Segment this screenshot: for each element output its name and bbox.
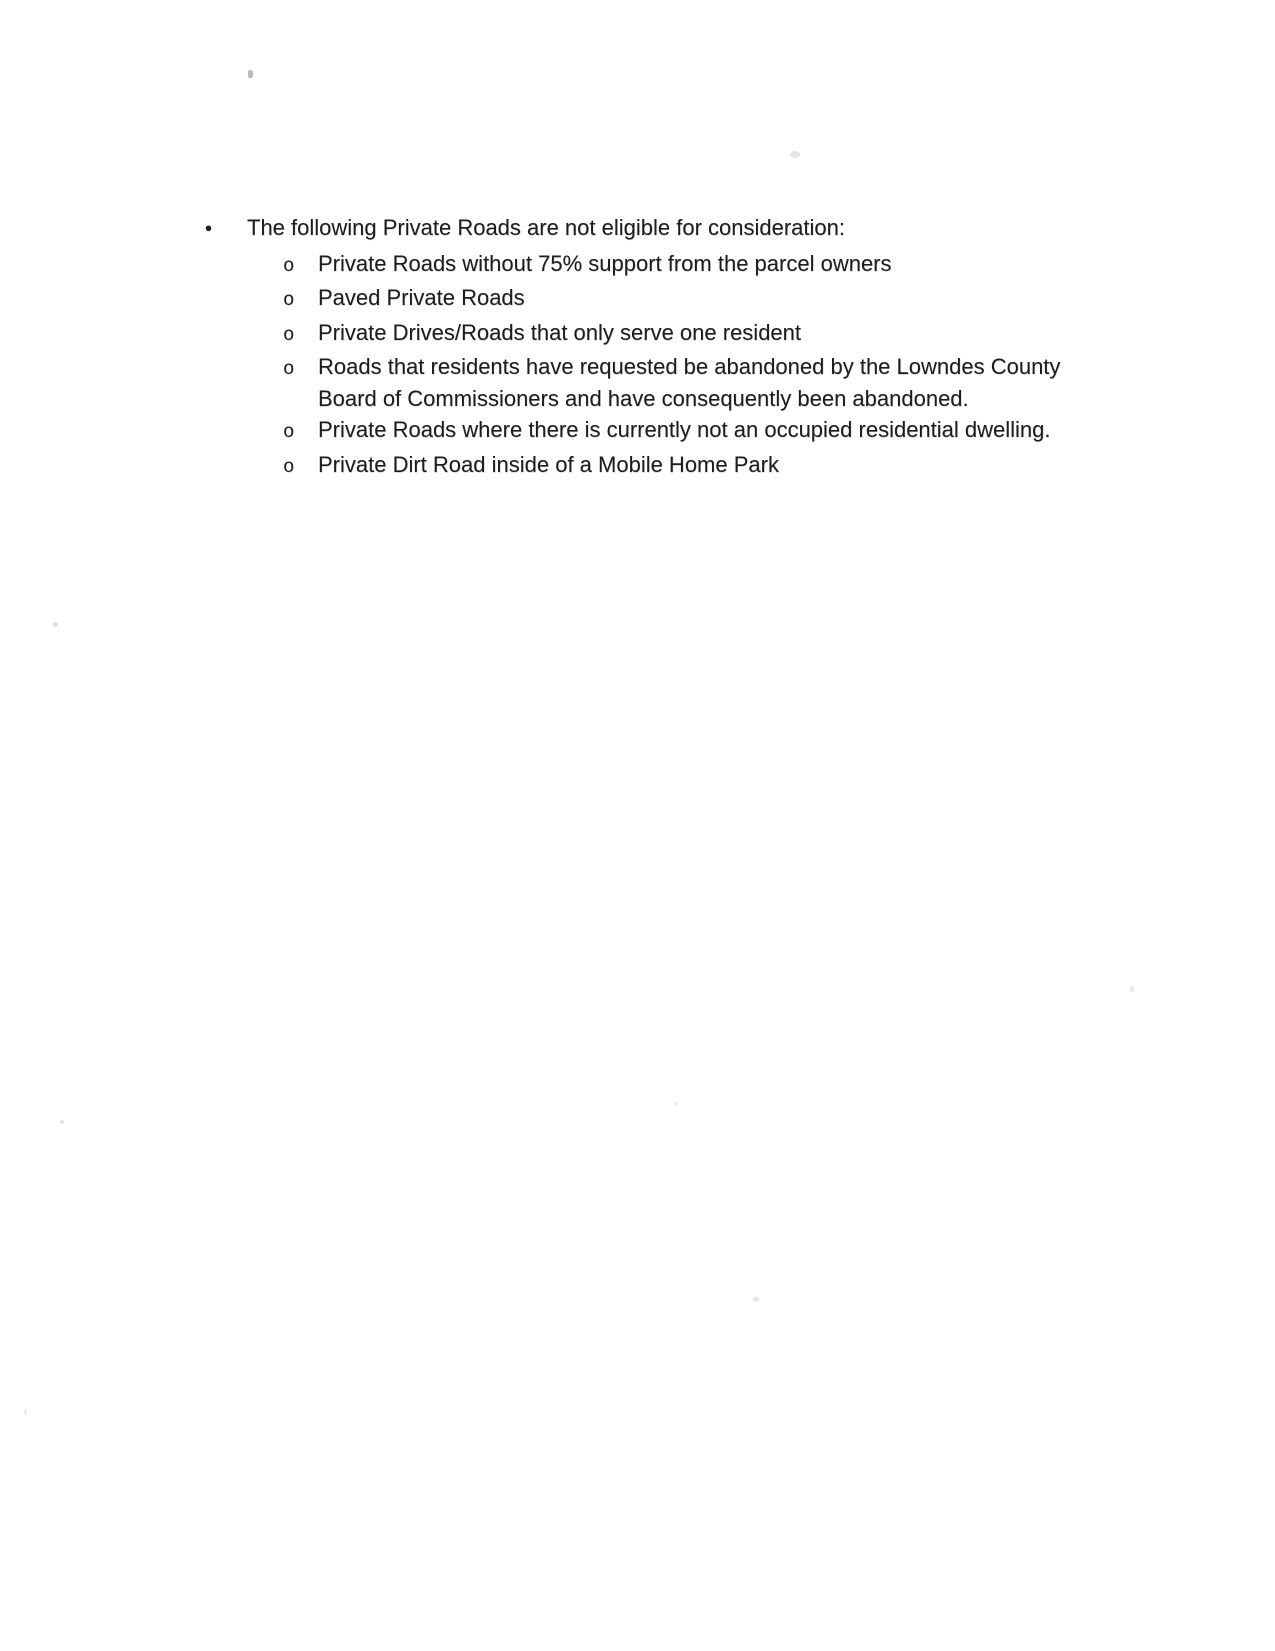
list-item-text: Private Roads where there is currently not an occupied residential dwelling. [318, 417, 1051, 442]
scan-artifact [24, 1409, 27, 1415]
circle-bullet-icon: o [283, 421, 295, 443]
scan-artifact [248, 70, 253, 78]
list-item-text: Private Roads without 75% support from the parcel owners [318, 250, 892, 276]
circle-bullet-icon: o [283, 455, 295, 478]
list-item [205, 449, 1088, 484]
list-item-text: Private Drives/Roads that only serve one resident [318, 319, 802, 345]
scan-artifact [53, 622, 58, 627]
list-item-main-text: The following Private Roads are not eligible for consideration: [247, 215, 845, 240]
scan-artifact [753, 1297, 759, 1302]
circle-bullet-icon: o [283, 289, 295, 311]
sub-bullet-list [205, 248, 1088, 484]
list-item [205, 248, 1088, 283]
list-item-text: Paved Private Roads [318, 285, 525, 310]
disc-bullet-icon: • [205, 218, 213, 240]
circle-bullet-icon: o [283, 323, 295, 346]
list-item-main [205, 212, 1088, 246]
list-item-text: Private Dirt Road inside of a Mobile Home Park [318, 451, 779, 477]
list-item [205, 351, 1088, 414]
scan-artifact [790, 151, 800, 158]
scan-artifact [1130, 986, 1134, 992]
list-item-text: Roads that residents have requested be abandoned by the Lowndes County Board of Commissioners and have consequently been abandoned. [318, 354, 1061, 411]
scan-artifact [60, 1120, 64, 1124]
circle-bullet-icon: o [283, 358, 295, 380]
list-item [205, 414, 1088, 449]
list-item [205, 282, 1088, 317]
list-item [205, 317, 1088, 352]
bullet-list [205, 212, 1088, 483]
circle-bullet-icon: o [283, 254, 295, 277]
scan-artifact [675, 1101, 678, 1106]
